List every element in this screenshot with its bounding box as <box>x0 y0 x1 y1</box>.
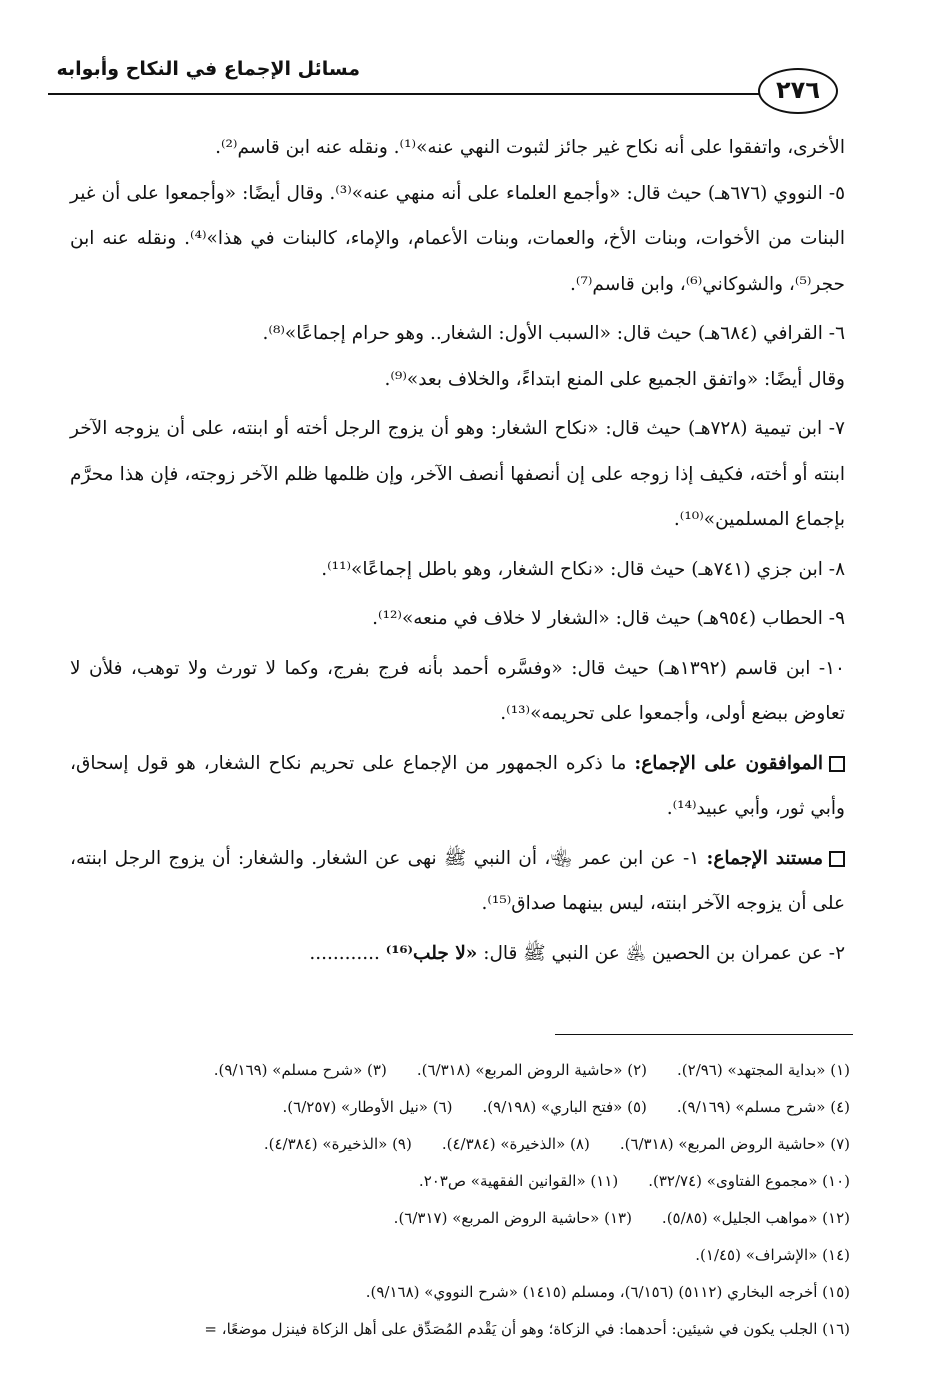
square-bullet-icon <box>829 756 845 772</box>
agree-label: الموافقون على الإجماع: <box>634 752 823 774</box>
footnote-line <box>70 1274 850 1311</box>
footnote-line <box>70 1089 850 1126</box>
footnote-item: (١٠) «مجموع الفتاوى» (٣٢/٧٤). <box>648 1172 850 1190</box>
last-text-a: ٢- عن عمران بن الحصين ﵁ عن النبي ﷺ قال: <box>477 942 845 964</box>
page-number: ٢٧٦ <box>758 68 838 114</box>
agree-text: ما ذكره الجمهور من الإجماع على تحريم نكاح الشغار، هو قول إسحاق، وأبي ثور، وأبي عبيد⁽¹⁴⁾. <box>70 752 845 819</box>
footnote-item: (١٤) «الإشراف» (١/٤٥). <box>695 1246 850 1264</box>
footnote-item: (١٥) أخرجه البخاري (٥١١٢) (٦/١٥٦)، ومسلم (١٤١٥) «شرح النووي» (٩/١٦٨). <box>365 1283 850 1301</box>
footnote-item: (١٢) «مواهب الجليل» (٥/٨٥). <box>661 1209 850 1227</box>
footnote-item: (١٣) «حاشية الروض المربع» (٦/٣١٧). <box>393 1209 632 1227</box>
paragraph-ibn-qasim: ١٠- ابن قاسم (١٣٩٢هـ) حيث قال: «وفسَّره أحمد بأنه فرج بفرج، وكما لا تورث ولا توهب، فلأن لا تعاوض ببضع أولى، وأجمعوا على تحريمه»⁽¹³⁾. <box>70 657 845 724</box>
footnote-line <box>70 1163 850 1200</box>
footnotes <box>70 1052 850 1348</box>
footnote-item: (٩) «الذخيرة» (٤/٣٨٤). <box>263 1135 412 1153</box>
paragraph-agreeing <box>70 741 845 832</box>
paragraph-ibn-taymiyya: ٧- ابن تيمية (٧٢٨هـ) حيث قال: «نكاح الشغار: وهو أن يزوج الرجل أخته أو ابنته، على أن يزوجه الآخر ابنته أو أخته، فكيف إذا زوجه على إن أنصفها أنصف الآخر، وإن ظلمها ظلم الآخر زوجته، فإن هذا محرَّم بإجماع المسلمين»⁽¹⁰⁾. <box>70 418 845 530</box>
paragraph-ibn-juzay: ٨- ابن جزي (٧٤١هـ) حيث قال: «نكاح الشغار، وهو باطل إجماعًا»⁽¹¹⁾. <box>321 558 845 580</box>
paragraph-qarafi: ٦- القرافي (٦٨٤هـ) حيث قال: «السبب الأول: الشغار.. وهو حرام إجماعًا»⁽⁸⁾. <box>262 323 845 344</box>
paragraph-hattab: ٩- الحطاب (٩٥٤هـ) حيث قال: «الشغار لا خلاف في منعه»⁽¹²⁾. <box>372 608 845 629</box>
footnote-item: (٤) «شرح مسلم» (٩/١٦٩). <box>676 1098 850 1116</box>
header-rule <box>48 93 760 95</box>
footnote-item: (٨) «الذخيرة» (٤/٣٨٤). <box>441 1135 590 1153</box>
running-header-title: مسائل الإجماع في النكاح وأبوابه <box>56 58 360 80</box>
footnote-item: (١٦) الجلب يكون في شيئين: أحدهما: في الزكاة؛ وهو أن يَقْدم المُصَدِّق على أهل الزكاة فينزل موضعًا، = <box>204 1320 850 1338</box>
footnote-line <box>70 1052 850 1089</box>
square-bullet-icon <box>829 851 845 867</box>
footnote-line <box>70 1237 850 1274</box>
main-text <box>70 125 845 976</box>
paragraph-basis <box>70 836 845 927</box>
basis-label: مستند الإجماع: <box>706 847 823 869</box>
footnote-item: (٦) «نيل الأوطار» (٦/٢٥٧). <box>282 1098 453 1116</box>
footnote-item: (١) «بداية المجتهد» (٢/٩٦). <box>677 1061 850 1079</box>
footnote-rule <box>555 1034 853 1035</box>
footnote-item: (٢) «حاشية الروض المربع» (٦/٣١٨). <box>416 1061 648 1079</box>
paragraph-1: الأخرى، واتفقوا على أنه نكاح غير جائز لثبوت النهي عنه»⁽¹⁾. ونقله عنه ابن قاسم⁽²⁾. <box>215 137 845 158</box>
footnote-item: (٣) «شرح مسلم» (٩/١٦٩). <box>213 1061 387 1079</box>
last-text-c: ............ <box>309 942 386 964</box>
basis-text: ١- عن ابن عمر ﵄، أن النبي ﷺ نهى عن الشغار. والشغار: أن يزوج الرجل ابنته، على أن يزوجه الآخر ابنته، ليس بينهما صداق⁽¹⁵⁾. <box>70 847 845 914</box>
footnote-line <box>70 1126 850 1163</box>
footnote-line <box>70 1200 850 1237</box>
footnote-item: (٥) «فتح الباري» (٩/١٩٨). <box>482 1098 647 1116</box>
footnote-item: (٧) «حاشية الروض المربع» (٦/٣١٨). <box>619 1135 850 1153</box>
footnote-item: (١١) «القوانين الفقهية» ص٢٠٣. <box>418 1172 619 1190</box>
paragraph-qarafi-2: وقال أيضًا: «واتفق الجميع على المنع ابتداءً، والخلاف بعد»⁽⁹⁾. <box>384 368 845 390</box>
footnote-line <box>70 1311 850 1348</box>
last-text-b: «لا جلب⁽¹⁶⁾ <box>385 942 478 964</box>
paragraph-nawawi: ٥- النووي (٦٧٦هـ) حيث قال: «وأجمع العلماء على أنه منهي عنه»⁽³⁾. وقال أيضًا: «وأجمعوا على أن غير البنات من الأخوات، وبنات الأخ، والعمات، وبنات الأعمام، والإماء، كالبنات في هذا»⁽⁴⁾. ونقله عنه ابن حجر⁽⁵⁾، والشوكاني⁽⁶⁾، وابن قاسم⁽⁷⁾. <box>70 182 846 295</box>
paragraph-last <box>70 931 845 977</box>
